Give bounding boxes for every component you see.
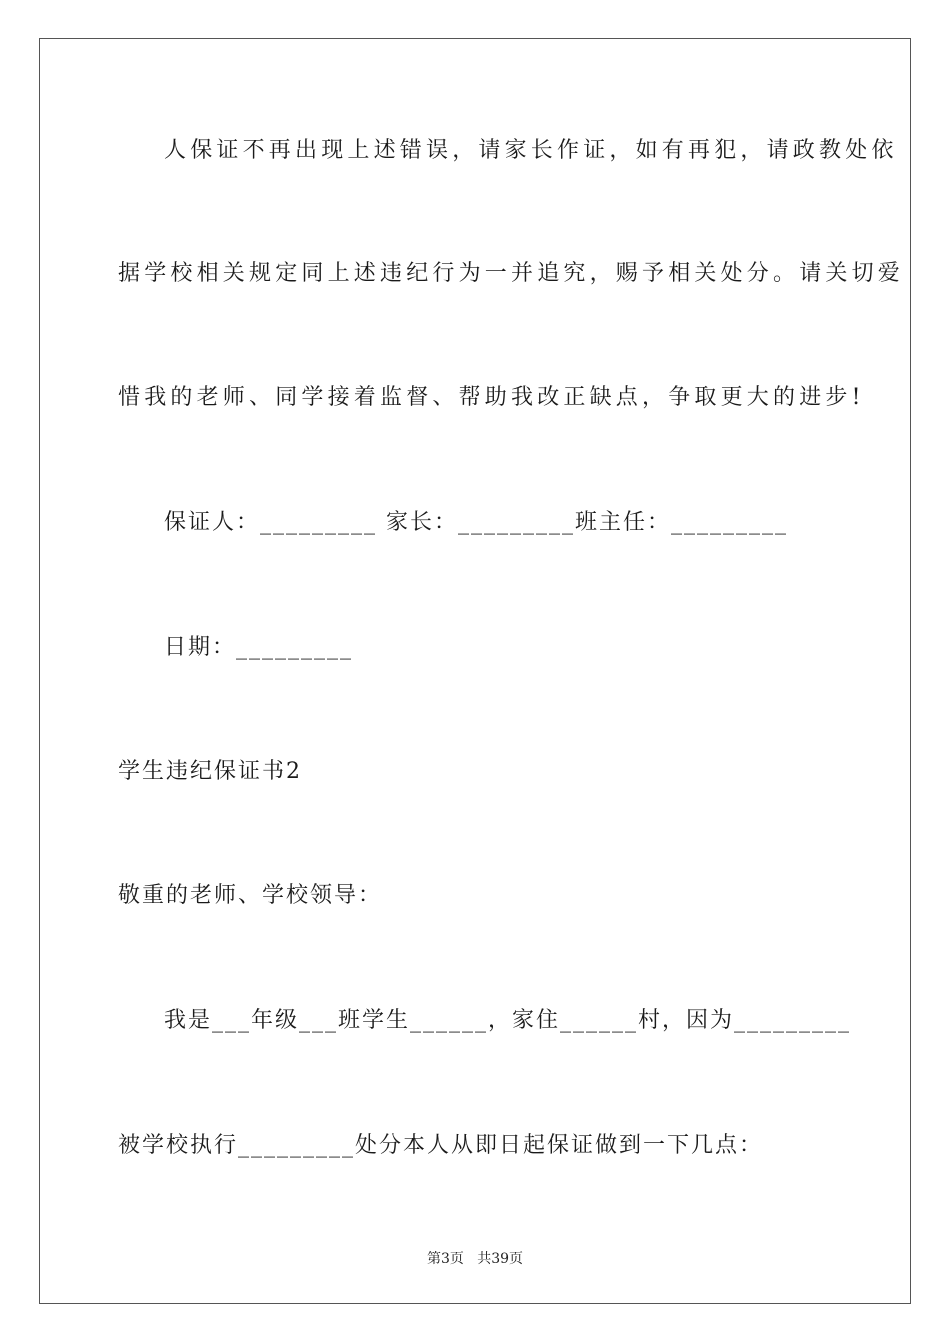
paragraph-1-line-3: 惜我的老师、同学接着监督、帮助我改正缺点，争取更大的进步!	[118, 385, 865, 410]
page-frame	[39, 38, 911, 1304]
paragraph-1-line-2: 据学校相关规定同上述违纪行为一并追究，赐予相关处分。请关切爱	[118, 261, 905, 286]
section-title: 学生违纪保证书2	[118, 759, 302, 784]
paragraph-2-line-2: 被学校执行_________处分本人从即日起保证做到一下几点：	[118, 1133, 764, 1158]
paragraph-1-line-1: 人保证不再出现上述错误，请家长作证，如有再犯，请政教处依	[164, 138, 898, 163]
salutation: 敬重的老师、学校领导：	[118, 883, 383, 908]
page-footer: 第3页 共39页	[426, 1251, 524, 1267]
date-line: 日期：_________	[164, 635, 354, 660]
paragraph-2-line-1: 我是___年级___班学生______，家住______村，因为_________	[164, 1008, 852, 1033]
signature-line: 保证人：_________ 家长：_________班主任：_________	[164, 510, 788, 535]
